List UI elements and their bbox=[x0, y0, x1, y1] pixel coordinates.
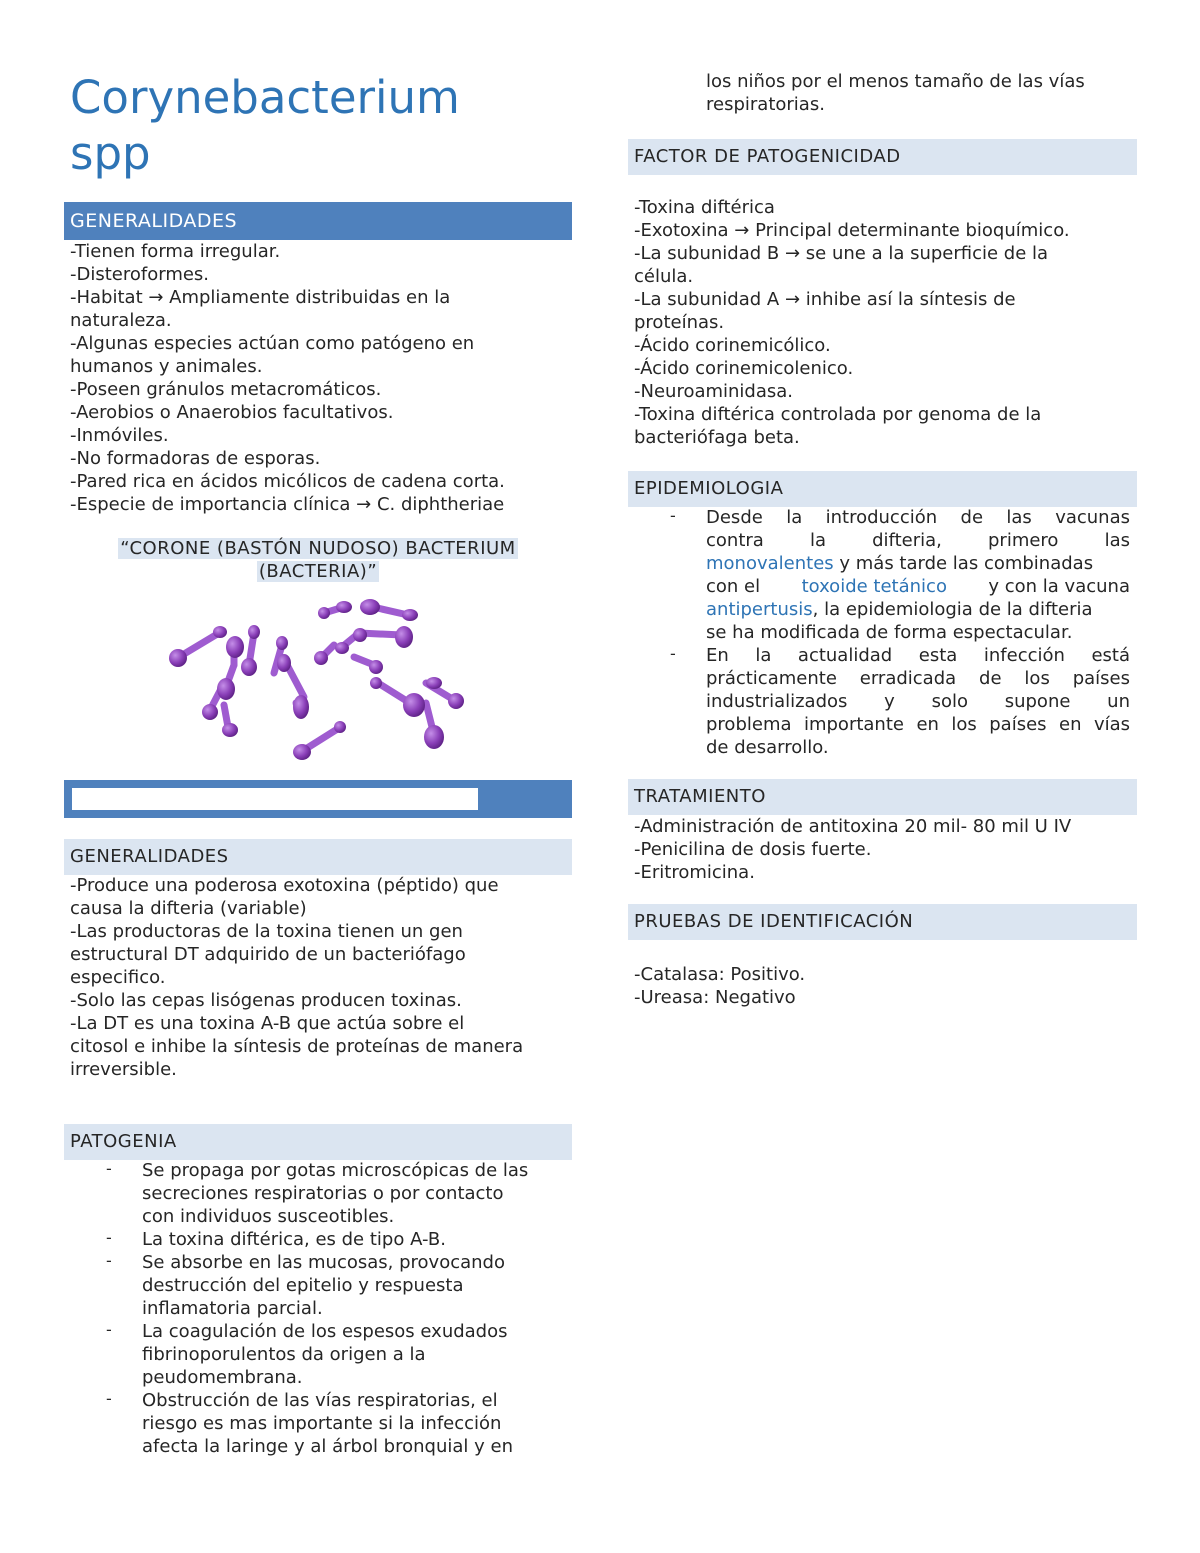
section-header-epidemiologia: EPIDEMIOLOGIA bbox=[628, 471, 1137, 507]
text-line bbox=[706, 552, 1130, 575]
text-line: riesgo es mas importante si la infección bbox=[142, 1413, 502, 1434]
text-line: -Solo las cepas lisógenas producen toxinas. bbox=[70, 990, 462, 1011]
text-line: estructural DT adquirido de un bacteriófago bbox=[70, 944, 466, 965]
section-header-factor: FACTOR DE PATOGENICIDAD bbox=[628, 139, 1137, 175]
text-line: - La coagulación de los espesos exudados bbox=[142, 1321, 508, 1342]
patogenia-list bbox=[106, 1159, 528, 1458]
generalidades-list bbox=[70, 240, 505, 516]
text-line: humanos y animales. bbox=[70, 356, 263, 377]
section-header-patogenia: PATOGENIA bbox=[64, 1124, 572, 1160]
text-line: problema importante en los países en vías bbox=[706, 714, 1130, 735]
continuation-text bbox=[706, 70, 1085, 116]
text-line: afecta la laringe y al árbol bronquial y en bbox=[142, 1436, 513, 1457]
text-line: -Ácido corinemicolenico. bbox=[634, 358, 854, 379]
blank-header-box bbox=[72, 788, 478, 810]
list-item bbox=[106, 1389, 528, 1458]
text-line: -La DT es una toxina A-B que actúa sobre el bbox=[70, 1013, 465, 1034]
text-line bbox=[706, 575, 1130, 598]
text-line: los niños por el menos tamaño de las vías bbox=[706, 71, 1085, 92]
text-line: se ha modificada de forma espectacular. bbox=[706, 622, 1073, 643]
text-line: -Poseen gránulos metacromáticos. bbox=[70, 379, 382, 400]
text-span: con el bbox=[706, 576, 761, 597]
section-header-blank bbox=[64, 780, 572, 818]
text-line: citosol e inhibe la síntesis de proteínas de manera bbox=[70, 1036, 524, 1057]
text-line: -La subunidad B → se une a la superficie de la bbox=[634, 243, 1049, 264]
link-monovalentes[interactable]: monovalentes bbox=[706, 553, 834, 574]
page-title-line-2: spp bbox=[70, 127, 151, 180]
text-span: y más tarde las combinadas bbox=[833, 553, 1094, 574]
text-line: -Tienen forma irregular. bbox=[70, 241, 281, 262]
text-line: - Desde la introducción de las vacunas bbox=[706, 507, 1130, 528]
text-line: -Inmóviles. bbox=[70, 425, 169, 446]
page-title-line-1: Corynebacterium bbox=[70, 71, 460, 124]
tratamiento-list bbox=[634, 815, 1071, 884]
text-line: -Algunas especies actúan como patógeno en bbox=[70, 333, 475, 354]
factor-list bbox=[634, 196, 1070, 449]
text-span: , la epidemiologia de la difteria bbox=[812, 599, 1093, 620]
text-line: de desarrollo. bbox=[706, 737, 829, 758]
text-line: - La toxina diftérica, es de tipo A-B. bbox=[142, 1229, 446, 1250]
text-line: - En la actualidad esta infección está bbox=[706, 645, 1130, 666]
text-line: -Penicilina de dosis fuerte. bbox=[634, 839, 872, 860]
text-line: -Ureasa: Negativo bbox=[634, 987, 796, 1008]
text-line: contra la difteria, primero las bbox=[706, 530, 1130, 551]
list-item bbox=[670, 506, 1130, 644]
text-line: -Disteroformes. bbox=[70, 264, 210, 285]
epidemiologia-list bbox=[670, 506, 1130, 759]
text-line: -Neuroaminidasa. bbox=[634, 381, 794, 402]
text-line: inflamatoria parcial. bbox=[142, 1298, 323, 1319]
text-line: - Se propaga por gotas microscópicas de las bbox=[142, 1160, 529, 1181]
list-item bbox=[106, 1159, 528, 1228]
text-line: proteínas. bbox=[634, 312, 725, 333]
list-item bbox=[670, 644, 1130, 759]
image-caption-line-1 bbox=[64, 537, 572, 560]
text-line: -Las productoras de la toxina tienen un gen bbox=[70, 921, 463, 942]
list-item bbox=[106, 1228, 528, 1251]
text-line: -Produce una poderosa exotoxina (péptido) que bbox=[70, 875, 499, 896]
text-line: respiratorias. bbox=[706, 94, 825, 115]
text-line: -Habitat → Ampliamente distribuidas en la bbox=[70, 287, 451, 308]
text-line: -La subunidad A → inhibe así la síntesis de bbox=[634, 289, 1016, 310]
text-line: -Pared rica en ácidos micólicos de cadena corta. bbox=[70, 471, 505, 492]
text-line: -Eritromicina. bbox=[634, 862, 755, 883]
pruebas-list bbox=[634, 963, 805, 1009]
text-span: y con la vacuna bbox=[988, 576, 1130, 597]
text-line: con individuos susceotibles. bbox=[142, 1206, 395, 1227]
text-line: -Especie de importancia clínica → C. diphtheriae bbox=[70, 494, 505, 515]
text-line: bacteriófaga beta. bbox=[634, 427, 800, 448]
text-line: secreciones respiratorias o por contacto bbox=[142, 1183, 504, 1204]
text-line: causa la difteria (variable) bbox=[70, 898, 307, 919]
section-header-tratamiento: TRATAMIENTO bbox=[628, 779, 1137, 815]
caption-text: (BACTERIA)” bbox=[258, 561, 378, 582]
list-item bbox=[106, 1251, 528, 1320]
image-caption-line-2 bbox=[64, 560, 572, 583]
text-line: -Exotoxina → Principal determinante bioquímico. bbox=[634, 220, 1070, 241]
text-line: -Administración de antitoxina 20 mil- 80 mil U IV bbox=[634, 816, 1072, 837]
text-line: destrucción del epitelio y respuesta bbox=[142, 1275, 464, 1296]
text-line: -Aerobios o Anaerobios facultativos. bbox=[70, 402, 394, 423]
text-line: -Ácido corinemicólico. bbox=[634, 335, 831, 356]
text-line: -No formadoras de esporas. bbox=[70, 448, 321, 469]
bacteria-illustration bbox=[164, 585, 464, 770]
text-line: -Catalasa: Positivo. bbox=[634, 964, 806, 985]
list-item bbox=[106, 1320, 528, 1389]
text-line: -Toxina diftérica controlada por genoma de la bbox=[634, 404, 1042, 425]
text-line: célula. bbox=[634, 266, 694, 287]
text-line: - Se absorbe en las mucosas, provocando bbox=[142, 1252, 505, 1273]
generalidades-2-list bbox=[70, 874, 523, 1081]
text-line: irreversible. bbox=[70, 1059, 177, 1080]
text-line: - Obstrucción de las vías respiratorias, el bbox=[142, 1390, 498, 1411]
text-line: especifico. bbox=[70, 967, 166, 988]
text-line: fibrinoporulentos da origen a la bbox=[142, 1344, 426, 1365]
section-header-generalidades-2: GENERALIDADES bbox=[64, 839, 572, 875]
text-line: -Toxina diftérica bbox=[634, 197, 775, 218]
text-line: prácticamente erradicada de los países bbox=[706, 668, 1130, 689]
text-line bbox=[706, 598, 1130, 621]
section-header-pruebas: PRUEBAS DE IDENTIFICACIÓN bbox=[628, 904, 1137, 940]
caption-text: “CORONE (BASTÓN NUDOSO) BACTERIUM bbox=[120, 538, 516, 559]
text-line: industrializados y solo supone un bbox=[706, 691, 1130, 712]
link-antipertusis[interactable]: antipertusis bbox=[706, 599, 813, 620]
section-header-generalidades: GENERALIDADES bbox=[64, 202, 572, 240]
text-line: peudomembrana. bbox=[142, 1367, 303, 1388]
link-toxoide-tetanico[interactable]: toxoide tetánico bbox=[801, 576, 947, 597]
text-line: naturaleza. bbox=[70, 310, 172, 331]
